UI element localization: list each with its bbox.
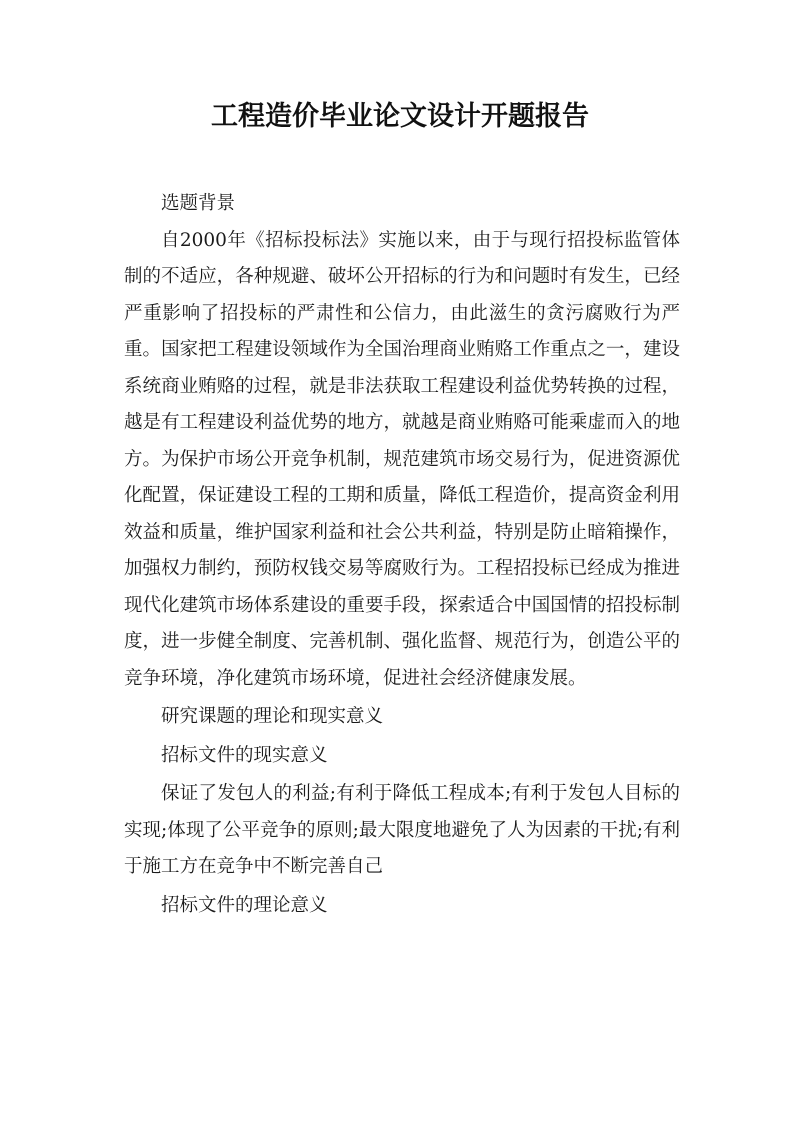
subheading-practical-significance: 招标文件的现实意义 <box>161 744 328 766</box>
document-title: 工程造价毕业论文设计开题报告 <box>211 101 589 132</box>
document-body <box>124 186 680 924</box>
section-heading-significance: 研究课题的理论和现实意义 <box>161 706 384 727</box>
section-heading-background: 选题背景 <box>161 193 236 214</box>
paragraph-background: 自2000年《招标投标法》实施以来，由于与现行招投标监管体制的不适应，各种规避、破坏公开招标的行为和问题时有发生，已经严重影响了招投标的严肃性和公信力，由此滋生的贪污腐败行为严重。国家把工程建设领域作为全国治理商业贿赂工作重点之一，建设系统商业贿赂的过程，就是非法获取工程建设利益优势转换的过程，越是有工程建设利益优势的地方，就越是商业贿赂可能乘虚而入的地方。为保护市场公开竞争机制，规范建筑市场交易行为，促进资源优化配置，保证建设工程的工期和质量，降低工程造价，提高资金利用效益和质量，维护国家利益和社会公共利益，特别是防止暗箱操作，加强权力制约，预防权钱交易等腐败行为。工程招投标已经成为推进现代化建筑市场体系建设的重要手段，探索适合中国国情的招投标制度，进一步健全制度、完善机制、强化监督、规范行为，创造公平的竞争环境，净化建筑市场环境，促进社会经济健康发展。 <box>124 229 680 689</box>
paragraph-practical-significance: 保证了发包人的利益;有利于降低工程成本;有利于发包人目标的实现;体现了公平竞争的原则;最大限度地避免了人为因素的干扰;有利于施工方在竞争中不断完善自己 <box>124 783 680 877</box>
subheading-theoretical-significance: 招标文件的理论意义 <box>161 894 328 916</box>
